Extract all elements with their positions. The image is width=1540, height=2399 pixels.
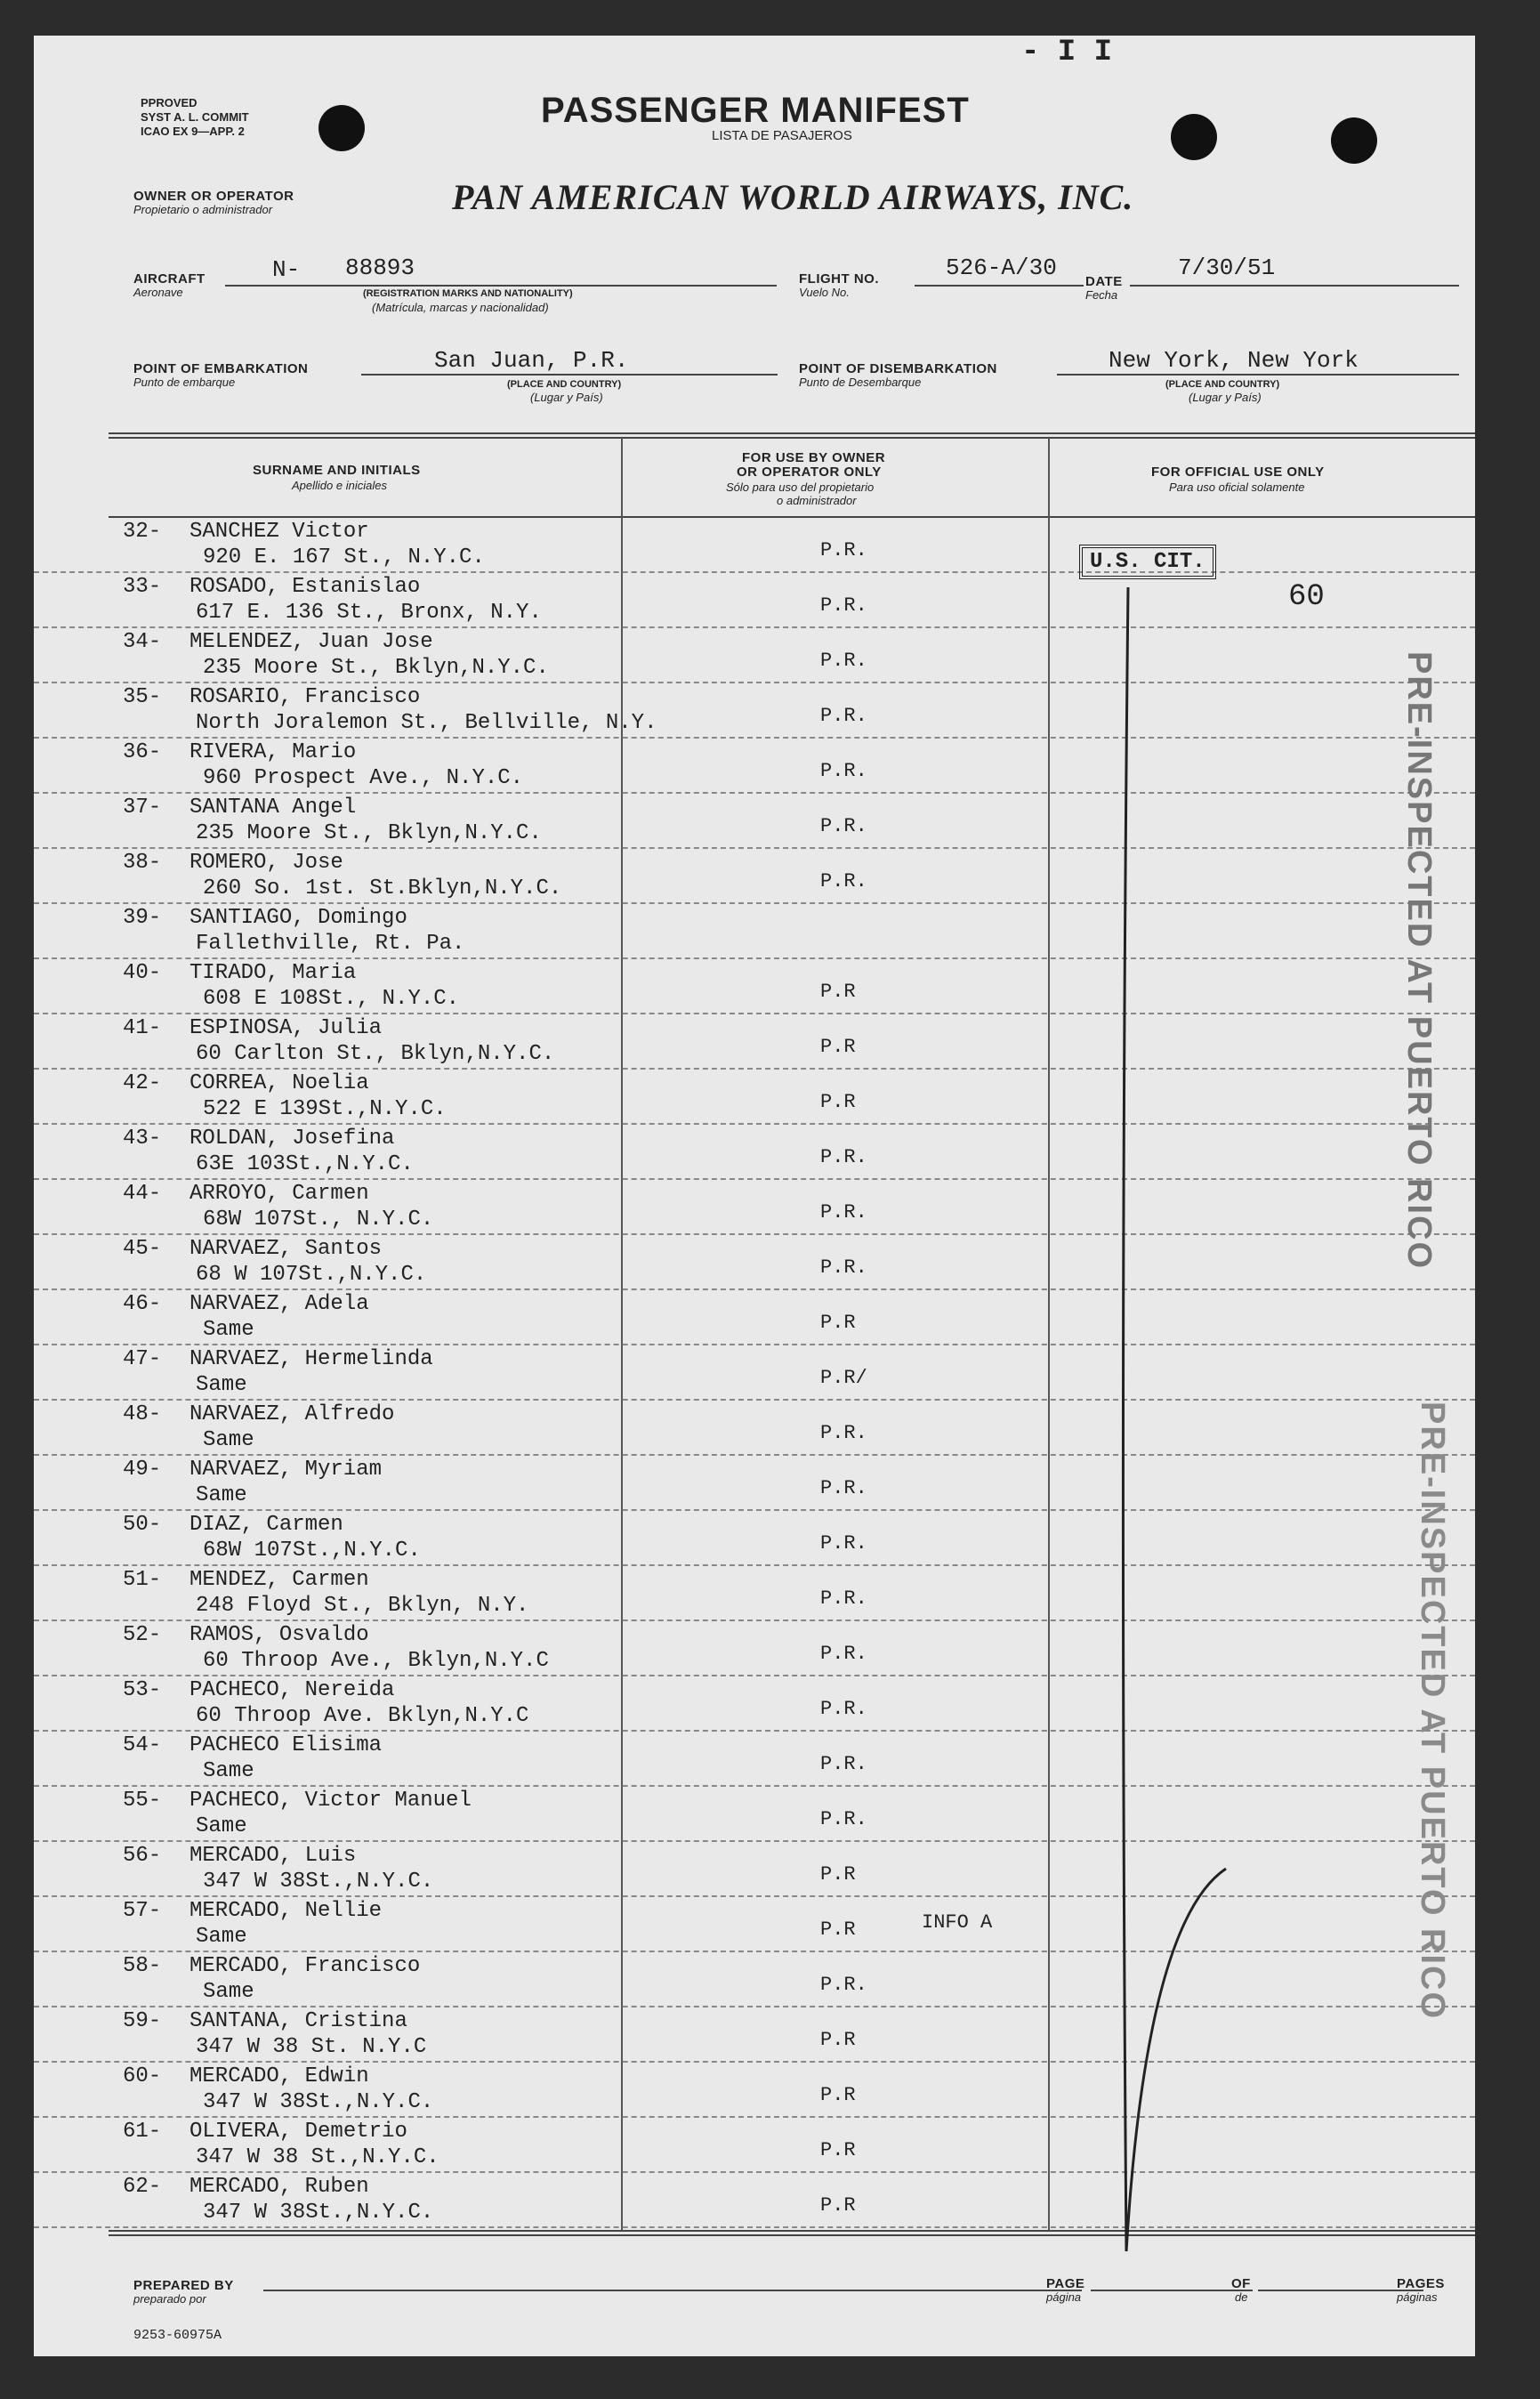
passenger-number: 51- xyxy=(123,1568,162,1592)
passenger-name: RIVERA, Mario xyxy=(189,740,357,764)
passenger-name: MERCADO, Luis xyxy=(189,1844,357,1868)
column-header-name-es: Apellido e iniciales xyxy=(292,479,387,492)
passenger-number: 46- xyxy=(123,1292,162,1316)
passenger-code: P.R. xyxy=(820,1201,867,1224)
passenger-number: 44- xyxy=(123,1182,162,1206)
passenger-name: PACHECO, Nereida xyxy=(189,1678,395,1702)
approval-block xyxy=(141,96,249,139)
punch-hole xyxy=(1331,117,1377,164)
passenger-code: P.R xyxy=(820,2029,856,2051)
flight-line xyxy=(915,285,1084,287)
passenger-address: 608 E 108St., N.Y.C. xyxy=(203,987,460,1011)
form-code: 9253-60975A xyxy=(133,2328,222,2343)
disembark-line xyxy=(1057,374,1459,376)
passenger-code: P.R. xyxy=(820,1146,867,1168)
column-header-owner: FOR USE BY OWNER xyxy=(742,450,886,465)
passenger-code: P.R xyxy=(820,1091,856,1113)
passenger-code: P.R. xyxy=(820,815,867,837)
passenger-code: P.R. xyxy=(820,650,867,672)
passenger-number: 38- xyxy=(123,851,162,875)
passenger-code: P.R xyxy=(820,2139,856,2161)
passenger-number: 35- xyxy=(123,685,162,709)
approval-line: SYST A. L. COMMIT xyxy=(141,110,249,124)
prepared-label: PREPARED BY xyxy=(133,2278,234,2293)
passenger-code: P.R xyxy=(820,2194,856,2217)
page-label-es: página xyxy=(1046,2290,1082,2304)
passenger-address: Same xyxy=(203,1980,254,2004)
passenger-address: Same xyxy=(196,1483,247,1507)
passenger-name: MELENDEZ, Juan Jose xyxy=(189,630,433,654)
page-title: PASSENGER MANIFEST xyxy=(541,91,970,130)
passenger-number: 59- xyxy=(123,2009,162,2033)
passenger-number: 61- xyxy=(123,2120,162,2144)
passenger-code: P.R. xyxy=(820,705,867,727)
passenger-code: P.R. xyxy=(820,539,867,561)
of-label-es: de xyxy=(1235,2290,1248,2304)
table-row xyxy=(34,518,1475,573)
flight-label: FLIGHT NO. xyxy=(799,271,879,287)
passenger-code: P.R xyxy=(820,1036,856,1058)
table-top-rule xyxy=(109,437,1475,439)
passenger-address: Same xyxy=(196,1373,247,1397)
column-header-official-es: Para uso oficial solamente xyxy=(1169,481,1305,494)
punch-hole xyxy=(1171,114,1217,160)
passenger-code: P.R. xyxy=(820,1422,867,1444)
passenger-number: 57- xyxy=(123,1899,162,1923)
passenger-address: 347 W 38St.,N.Y.C. xyxy=(203,2201,434,2225)
approval-line: ICAO EX 9—APP. 2 xyxy=(141,125,245,138)
passenger-code: P.R xyxy=(820,1312,856,1334)
passenger-name: ROSADO, Estanislao xyxy=(189,575,421,599)
passenger-name: NARVAEZ, Adela xyxy=(189,1292,369,1316)
passenger-address: 347 W 38 St. N.Y.C xyxy=(196,2035,427,2059)
embark-value: San Juan, P.R. xyxy=(434,347,629,374)
manifest-sheet xyxy=(34,36,1475,2356)
disembark-label: POINT OF DISEMBARKATION xyxy=(799,361,997,376)
passenger-name: ROMERO, Jose xyxy=(189,851,343,875)
embark-caption: (PLACE AND COUNTRY) xyxy=(507,379,622,390)
column-header-owner-es: Sólo para uso del propietario xyxy=(726,481,875,494)
passenger-name: SANCHEZ Victor xyxy=(189,520,369,544)
passenger-address: 260 So. 1st. St.Bklyn,N.Y.C. xyxy=(203,876,562,901)
passenger-name: TIRADO, Maria xyxy=(189,961,357,985)
passenger-address: 235 Moore St., Bklyn,N.Y.C. xyxy=(196,821,542,845)
passenger-code: P.R. xyxy=(820,594,867,617)
registration-caption: (REGISTRATION MARKS AND NATIONALITY) xyxy=(363,288,573,299)
punch-hole xyxy=(318,105,365,151)
passenger-code: P.R. xyxy=(820,760,867,782)
passenger-name: NARVAEZ, Myriam xyxy=(189,1458,383,1482)
passenger-address: Same xyxy=(203,1428,254,1452)
prepared-label-es: preparado por xyxy=(133,2292,206,2306)
flight-number: 526-A/30 xyxy=(946,254,1057,281)
preinspected-stamp: PRE-INSPECTED AT PUERTO RICO xyxy=(1400,651,1438,1271)
us-citizen-stamp: U.S. CIT. xyxy=(1079,545,1216,579)
disembark-caption-es: (Lugar y País) xyxy=(1189,391,1262,404)
passenger-name: CORREA, Noelia xyxy=(189,1071,369,1095)
passenger-name: ROSARIO, Francisco xyxy=(189,685,421,709)
aircraft-label-es: Aeronave xyxy=(133,286,183,299)
passenger-number: 32- xyxy=(123,520,162,544)
passenger-name: DIAZ, Carmen xyxy=(189,1513,343,1537)
passenger-number: 33- xyxy=(123,575,162,599)
passenger-code: P.R. xyxy=(820,1974,867,1996)
passenger-count: 60 xyxy=(1288,580,1325,614)
owner-label-es: Propietario o administrador xyxy=(133,203,273,216)
passenger-number: 37- xyxy=(123,796,162,820)
passenger-name: NARVAEZ, Hermelinda xyxy=(189,1347,433,1371)
date-line xyxy=(1130,285,1459,287)
passenger-number: 45- xyxy=(123,1237,162,1261)
passenger-code: P.R xyxy=(820,2084,856,2106)
passenger-address: Same xyxy=(203,1759,254,1783)
passenger-name: OLIVERA, Demetrio xyxy=(189,2120,407,2144)
passenger-code: P.R. xyxy=(820,1477,867,1499)
passenger-address: 347 W 38St.,N.Y.C. xyxy=(203,1870,434,1894)
approval-line: PPROVED xyxy=(141,96,198,109)
passenger-address: Fallethville, Rt. Pa. xyxy=(196,932,465,956)
column-header-official: FOR OFFICIAL USE ONLY xyxy=(1151,464,1325,480)
passenger-code: P.R. xyxy=(820,1532,867,1555)
passenger-address: Same xyxy=(196,1814,247,1838)
of-label: OF xyxy=(1231,2276,1251,2291)
passenger-name: MERCADO, Nellie xyxy=(189,1899,383,1923)
prepared-line xyxy=(263,2290,1082,2291)
passenger-number: 53- xyxy=(123,1678,162,1702)
passenger-address: 68W 107St.,N.Y.C. xyxy=(203,1539,421,1563)
passenger-name: SANTANA Angel xyxy=(189,796,357,820)
passenger-code: P.R. xyxy=(820,1753,867,1775)
passenger-code: P.R xyxy=(820,1863,856,1886)
date-label-es: Fecha xyxy=(1085,288,1118,302)
owner-value: PAN AMERICAN WORLD AIRWAYS, INC. xyxy=(452,177,1134,217)
handwritten-bracket-line xyxy=(1119,587,1297,2278)
passenger-address: 347 W 38 St.,N.Y.C. xyxy=(196,2145,439,2169)
passenger-code: P.R/ xyxy=(820,1367,867,1389)
passenger-code: P.R. xyxy=(820,1698,867,1720)
pages-label: PAGES xyxy=(1397,2276,1445,2291)
passenger-address: 68W 107St., N.Y.C. xyxy=(203,1208,434,1232)
passenger-address: 60 Carlton St., Bklyn,N.Y.C. xyxy=(196,1042,555,1066)
column-header-owner-2: OR OPERATOR ONLY xyxy=(737,464,882,480)
passenger-number: 49- xyxy=(123,1458,162,1482)
passenger-code: P.R. xyxy=(820,1256,867,1279)
date-label: DATE xyxy=(1085,274,1123,289)
passenger-number: 58- xyxy=(123,1954,162,1978)
passenger-address: 617 E. 136 St., Bronx, N.Y. xyxy=(196,601,542,625)
passenger-name: PACHECO, Victor Manuel xyxy=(189,1789,472,1813)
passenger-number: 62- xyxy=(123,2175,162,2199)
registration-caption-es: (Matrícula, marcas y nacionalidad) xyxy=(372,301,549,314)
passenger-address: 68 W 107St.,N.Y.C. xyxy=(196,1263,427,1287)
date-value: 7/30/51 xyxy=(1178,254,1276,281)
passenger-address: 60 Throop Ave. Bklyn,N.Y.C xyxy=(196,1704,529,1728)
passenger-name: MERCADO, Edwin xyxy=(189,2064,369,2088)
registration-line xyxy=(225,285,777,287)
passenger-name: NARVAEZ, Santos xyxy=(189,1237,383,1261)
passenger-name: ESPINOSA, Julia xyxy=(189,1016,383,1040)
passenger-address: Same xyxy=(203,1318,254,1342)
page-label: PAGE xyxy=(1046,2276,1085,2291)
passenger-address: Same xyxy=(196,1925,247,1949)
passenger-name: NARVAEZ, Alfredo xyxy=(189,1402,395,1426)
passenger-address: 347 W 38St.,N.Y.C. xyxy=(203,2090,434,2114)
column-header-owner-es-2: o administrador xyxy=(777,494,857,507)
passenger-name: SANTIAGO, Domingo xyxy=(189,906,407,930)
passenger-number: 47- xyxy=(123,1347,162,1371)
passenger-address: 522 E 139St.,N.Y.C. xyxy=(203,1097,447,1121)
aircraft-prefix: N- xyxy=(272,256,301,283)
passenger-code: P.R. xyxy=(820,1643,867,1665)
flight-label-es: Vuelo No. xyxy=(799,286,850,299)
passenger-address: 920 E. 167 St., N.Y.C. xyxy=(203,545,485,569)
passenger-number: 39- xyxy=(123,906,162,930)
passenger-number: 42- xyxy=(123,1071,162,1095)
passenger-address: 960 Prospect Ave., N.Y.C. xyxy=(203,766,524,790)
passenger-code: P.R xyxy=(820,981,856,1003)
passenger-name: ARROYO, Carmen xyxy=(189,1182,369,1206)
owner-label: OWNER OR OPERATOR xyxy=(133,189,294,204)
passenger-number: 41- xyxy=(123,1016,162,1040)
top-mark: - I I xyxy=(1021,36,1113,69)
passenger-code: P.R xyxy=(820,1918,856,1941)
page-subtitle: LISTA DE PASAJEROS xyxy=(712,128,852,143)
disembark-label-es: Punto de Desembarque xyxy=(799,376,922,389)
info-note: INFO A xyxy=(922,1911,993,1934)
table-top-rule xyxy=(109,432,1475,434)
passenger-address: 248 Floyd St., Bklyn, N.Y. xyxy=(196,1594,529,1618)
passenger-name: MENDEZ, Carmen xyxy=(189,1568,369,1592)
embark-caption-es: (Lugar y País) xyxy=(530,391,603,404)
embark-label-es: Punto de embarque xyxy=(133,376,236,389)
passenger-name: SANTANA, Cristina xyxy=(189,2009,407,2033)
passenger-address: North Joralemon St., Bellville, N.Y. xyxy=(196,711,657,735)
aircraft-label: AIRCRAFT xyxy=(133,271,206,287)
passenger-number: 50- xyxy=(123,1513,162,1537)
passenger-name: PACHECO Elisima xyxy=(189,1733,383,1757)
passenger-code: P.R. xyxy=(820,1808,867,1830)
disembark-value: New York, New York xyxy=(1109,347,1359,374)
column-header-name: SURNAME AND INITIALS xyxy=(253,463,421,478)
passenger-code: P.R. xyxy=(820,1587,867,1610)
passenger-address: 235 Moore St., Bklyn,N.Y.C. xyxy=(203,656,549,680)
pages-label-es: páginas xyxy=(1397,2290,1438,2304)
passenger-number: 43- xyxy=(123,1127,162,1151)
disembark-caption: (PLACE AND COUNTRY) xyxy=(1165,379,1280,390)
embark-label: POINT OF EMBARKATION xyxy=(133,361,309,376)
passenger-number: 36- xyxy=(123,740,162,764)
passenger-number: 56- xyxy=(123,1844,162,1868)
registration-value: 88893 xyxy=(345,254,415,281)
passenger-name: ROLDAN, Josefina xyxy=(189,1127,395,1151)
passenger-number: 60- xyxy=(123,2064,162,2088)
passenger-address: 63E 103St.,N.Y.C. xyxy=(196,1152,414,1176)
passenger-number: 40- xyxy=(123,961,162,985)
passenger-number: 55- xyxy=(123,1789,162,1813)
passenger-number: 52- xyxy=(123,1623,162,1647)
passenger-name: MERCADO, Ruben xyxy=(189,2175,369,2199)
passenger-address: 60 Throop Ave., Bklyn,N.Y.C xyxy=(203,1649,549,1673)
preinspected-stamp: PRE-INSPECTED AT PUERTO RICO xyxy=(1414,1401,1451,2021)
passenger-number: 34- xyxy=(123,630,162,654)
embark-line xyxy=(361,374,778,376)
passenger-number: 54- xyxy=(123,1733,162,1757)
passenger-name: RAMOS, Osvaldo xyxy=(189,1623,369,1647)
passenger-number: 48- xyxy=(123,1402,162,1426)
passenger-code: P.R. xyxy=(820,870,867,893)
passenger-name: MERCADO, Francisco xyxy=(189,1954,421,1978)
page-line xyxy=(1091,2290,1253,2291)
